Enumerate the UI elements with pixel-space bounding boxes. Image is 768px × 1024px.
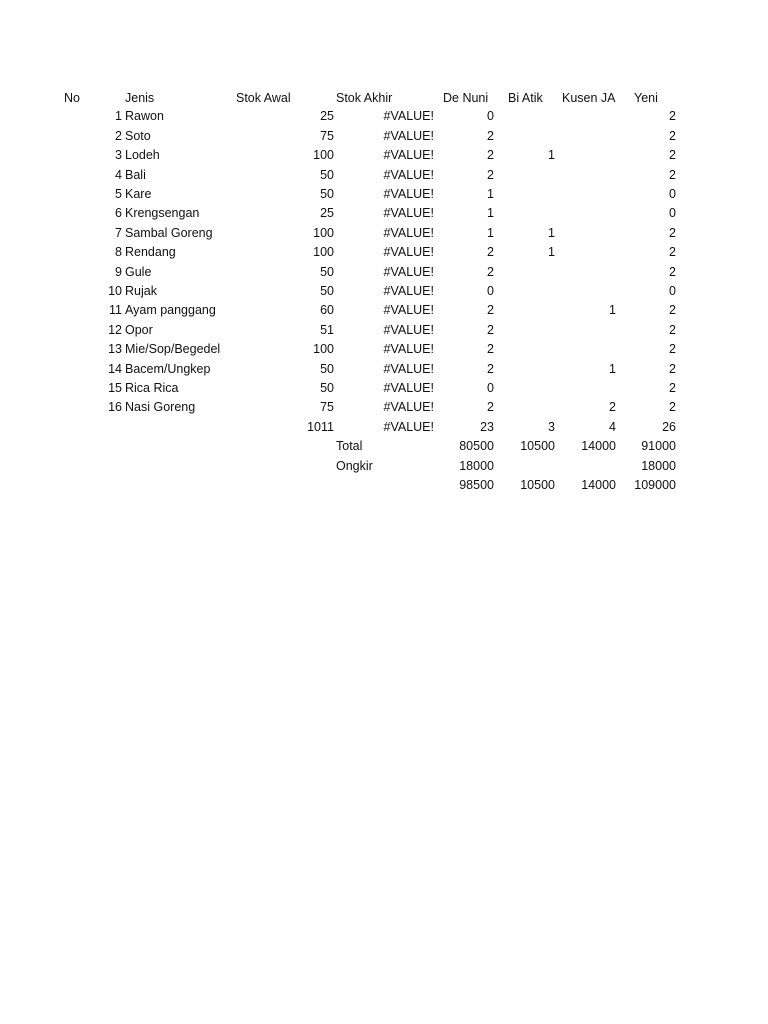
row-kusen-ja bbox=[557, 166, 616, 185]
row-kusen-ja: 2 bbox=[609, 400, 616, 415]
row-yeni: 0 bbox=[669, 206, 676, 221]
row-stok-akhir: #VALUE! bbox=[383, 342, 434, 357]
row-bi-atik bbox=[496, 185, 555, 204]
row-jenis: Rica Rica bbox=[125, 381, 179, 395]
row-de-nuni: 2 bbox=[487, 400, 494, 415]
row-stok-akhir: #VALUE! bbox=[383, 206, 434, 221]
table-row bbox=[0, 340, 768, 359]
row-kusen-ja bbox=[557, 340, 616, 359]
grand-yeni: 109000 bbox=[634, 478, 676, 492]
row-no: 13 bbox=[108, 342, 122, 357]
row-yeni: 2 bbox=[669, 167, 676, 182]
row-stok-awal: 100 bbox=[313, 225, 334, 240]
row-yeni: 0 bbox=[669, 187, 676, 201]
grand-bi-atik: 10500 bbox=[520, 478, 555, 492]
row-jenis: Kare bbox=[125, 187, 152, 201]
table-row bbox=[0, 243, 768, 262]
row-bi-atik: 1 bbox=[548, 225, 555, 240]
row-stok-akhir: #VALUE! bbox=[383, 284, 434, 298]
header-stok-akhir: Stok Akhir bbox=[336, 91, 393, 105]
sum-stok-akhir: #VALUE! bbox=[383, 419, 434, 434]
header-de-nuni: De Nuni bbox=[443, 91, 489, 105]
row-kusen-ja: 1 bbox=[609, 303, 616, 318]
row-kusen-ja bbox=[557, 127, 616, 146]
row-stok-awal: 75 bbox=[320, 128, 334, 143]
row-bi-atik bbox=[496, 340, 555, 359]
row-kusen-ja bbox=[557, 379, 616, 398]
row-bi-atik bbox=[496, 398, 555, 417]
row-stok-akhir: #VALUE! bbox=[383, 303, 434, 318]
sum-row bbox=[0, 418, 768, 437]
ongkir-row bbox=[0, 457, 768, 476]
ongkir-bi-atik bbox=[496, 457, 555, 476]
row-stok-akhir: #VALUE! bbox=[383, 109, 434, 124]
row-bi-atik bbox=[496, 127, 555, 146]
row-yeni: 2 bbox=[669, 245, 676, 260]
row-no: 8 bbox=[115, 245, 122, 260]
row-kusen-ja bbox=[557, 282, 616, 301]
row-no: 12 bbox=[108, 322, 122, 337]
row-yeni: 2 bbox=[669, 322, 676, 337]
header-stok-awal: Stok Awal bbox=[236, 91, 291, 105]
table-row bbox=[0, 360, 768, 379]
sum-yeni: 26 bbox=[662, 419, 676, 434]
table-row bbox=[0, 127, 768, 146]
table-row bbox=[0, 379, 768, 398]
row-stok-akhir: #VALUE! bbox=[383, 361, 434, 376]
row-de-nuni: 1 bbox=[487, 225, 494, 240]
ongkir-yeni: 18000 bbox=[641, 458, 676, 473]
row-bi-atik bbox=[496, 263, 555, 282]
row-stok-akhir: #VALUE! bbox=[383, 128, 434, 143]
row-kusen-ja bbox=[557, 185, 616, 204]
table-row bbox=[0, 224, 768, 243]
row-kusen-ja bbox=[557, 107, 616, 126]
row-stok-awal: 100 bbox=[313, 342, 334, 357]
header-no: No bbox=[64, 91, 80, 105]
row-no: 6 bbox=[115, 206, 122, 221]
header-kusen-ja: Kusen JA bbox=[562, 91, 616, 105]
row-de-nuni: 2 bbox=[487, 361, 494, 376]
row-no: 5 bbox=[115, 187, 122, 201]
row-kusen-ja bbox=[557, 204, 616, 223]
row-stok-awal: 50 bbox=[320, 167, 334, 182]
row-yeni: 2 bbox=[669, 148, 676, 163]
row-stok-awal: 50 bbox=[320, 361, 334, 376]
row-de-nuni: 2 bbox=[487, 342, 494, 357]
row-no: 11 bbox=[109, 303, 122, 318]
row-jenis: Mie/Sop/Begedel bbox=[125, 342, 221, 357]
table-row bbox=[0, 301, 768, 320]
row-yeni: 2 bbox=[669, 264, 676, 279]
row-bi-atik bbox=[496, 204, 555, 223]
row-kusen-ja bbox=[557, 146, 616, 165]
grand-kusen-ja: 14000 bbox=[581, 478, 616, 492]
row-jenis: Bali bbox=[125, 167, 146, 182]
sum-de-nuni: 23 bbox=[480, 419, 494, 434]
total-yeni: 91000 bbox=[641, 439, 676, 454]
row-kusen-ja: 1 bbox=[609, 361, 616, 376]
ongkir-de-nuni: 18000 bbox=[459, 458, 494, 473]
row-yeni: 2 bbox=[669, 128, 676, 143]
row-stok-akhir: #VALUE! bbox=[383, 148, 434, 163]
sum-stok-awal: 1011 bbox=[307, 419, 334, 434]
row-no: 1 bbox=[115, 109, 122, 124]
row-no: 2 bbox=[115, 128, 122, 143]
row-bi-atik bbox=[496, 379, 555, 398]
row-stok-akhir: #VALUE! bbox=[383, 400, 434, 415]
table-row bbox=[0, 321, 768, 340]
header-row bbox=[0, 89, 768, 108]
row-jenis: Nasi Goreng bbox=[125, 400, 196, 415]
header-bi-atik: Bi Atik bbox=[508, 91, 543, 105]
row-bi-atik bbox=[496, 282, 555, 301]
ongkir-label: Ongkir bbox=[336, 458, 373, 473]
row-bi-atik: 1 bbox=[548, 148, 555, 163]
table-row bbox=[0, 166, 768, 185]
row-kusen-ja bbox=[557, 263, 616, 282]
row-kusen-ja bbox=[557, 224, 616, 243]
row-bi-atik bbox=[496, 107, 555, 126]
row-kusen-ja bbox=[557, 243, 616, 262]
row-stok-awal: 100 bbox=[313, 245, 334, 260]
row-jenis: Ayam panggang bbox=[125, 303, 216, 318]
row-stok-akhir: #VALUE! bbox=[383, 187, 434, 201]
row-jenis: Rujak bbox=[125, 284, 157, 298]
row-de-nuni: 2 bbox=[487, 128, 494, 143]
row-yeni: 2 bbox=[669, 225, 676, 240]
row-jenis: Krengsengan bbox=[125, 206, 200, 221]
row-jenis: Opor bbox=[125, 322, 153, 337]
row-yeni: 2 bbox=[669, 400, 676, 415]
ongkir-kusen-ja bbox=[557, 457, 616, 476]
row-stok-awal: 50 bbox=[320, 381, 334, 395]
row-de-nuni: 2 bbox=[487, 303, 494, 318]
total-bi-atik: 10500 bbox=[520, 439, 555, 454]
row-stok-awal: 100 bbox=[313, 148, 334, 163]
row-stok-awal: 51 bbox=[320, 322, 334, 337]
row-de-nuni: 1 bbox=[487, 206, 494, 221]
row-stok-awal: 25 bbox=[320, 109, 334, 124]
row-bi-atik bbox=[496, 166, 555, 185]
grand-total-row bbox=[0, 476, 768, 495]
row-no: 3 bbox=[115, 148, 122, 163]
row-jenis: Sambal Goreng bbox=[125, 225, 213, 240]
sum-bi-atik: 3 bbox=[548, 419, 555, 434]
row-stok-awal: 60 bbox=[320, 303, 334, 318]
grand-de-nuni: 98500 bbox=[459, 478, 494, 492]
row-no: 10 bbox=[108, 284, 122, 298]
total-de-nuni: 80500 bbox=[459, 439, 494, 454]
row-stok-akhir: #VALUE! bbox=[383, 167, 434, 182]
table-row bbox=[0, 107, 768, 126]
row-yeni: 2 bbox=[669, 303, 676, 318]
table-row bbox=[0, 282, 768, 301]
row-de-nuni: 2 bbox=[487, 148, 494, 163]
row-no: 16 bbox=[108, 400, 122, 415]
table-row bbox=[0, 263, 768, 282]
row-yeni: 2 bbox=[669, 361, 676, 376]
row-bi-atik: 1 bbox=[548, 245, 555, 260]
row-bi-atik bbox=[496, 360, 555, 379]
sum-kusen-ja: 4 bbox=[609, 419, 616, 434]
row-jenis: Bacem/Ungkep bbox=[125, 361, 211, 376]
row-de-nuni: 1 bbox=[487, 187, 494, 201]
row-stok-akhir: #VALUE! bbox=[383, 381, 434, 395]
row-de-nuni: 0 bbox=[487, 381, 494, 395]
header-jenis: Jenis bbox=[125, 91, 155, 105]
row-no: 14 bbox=[108, 361, 122, 376]
row-de-nuni: 2 bbox=[487, 167, 494, 182]
total-kusen-ja: 14000 bbox=[581, 439, 616, 454]
row-jenis: Gule bbox=[125, 264, 152, 279]
row-stok-awal: 50 bbox=[320, 264, 334, 279]
table-row bbox=[0, 398, 768, 417]
table-row bbox=[0, 146, 768, 165]
row-jenis: Rendang bbox=[125, 245, 176, 260]
row-de-nuni: 2 bbox=[487, 245, 494, 260]
row-de-nuni: 0 bbox=[487, 109, 494, 124]
row-de-nuni: 0 bbox=[487, 284, 494, 298]
row-stok-awal: 25 bbox=[320, 206, 334, 221]
row-stok-awal: 50 bbox=[320, 284, 334, 298]
table-row bbox=[0, 185, 768, 204]
table-row bbox=[0, 204, 768, 223]
total-label: Total bbox=[336, 439, 363, 454]
row-jenis: Rawon bbox=[125, 109, 164, 124]
row-stok-akhir: #VALUE! bbox=[383, 225, 434, 240]
row-yeni: 2 bbox=[669, 109, 676, 124]
row-bi-atik bbox=[496, 321, 555, 340]
row-no: 4 bbox=[115, 167, 122, 182]
row-de-nuni: 2 bbox=[487, 322, 494, 337]
row-stok-akhir: #VALUE! bbox=[383, 322, 434, 337]
row-bi-atik bbox=[496, 301, 555, 320]
row-stok-akhir: #VALUE! bbox=[383, 245, 434, 260]
row-jenis: Lodeh bbox=[125, 148, 160, 163]
row-no: 9 bbox=[115, 264, 122, 279]
row-stok-awal: 50 bbox=[320, 187, 334, 201]
row-no: 7 bbox=[115, 225, 122, 240]
row-jenis: Soto bbox=[125, 128, 151, 143]
row-yeni: 0 bbox=[669, 284, 676, 298]
row-no: 15 bbox=[108, 381, 122, 395]
header-yeni: Yeni bbox=[634, 91, 658, 105]
row-stok-akhir: #VALUE! bbox=[383, 264, 434, 279]
row-kusen-ja bbox=[557, 321, 616, 340]
row-stok-awal: 75 bbox=[320, 400, 334, 415]
total-row bbox=[0, 437, 768, 456]
row-yeni: 2 bbox=[669, 381, 676, 395]
row-yeni: 2 bbox=[669, 342, 676, 357]
row-de-nuni: 2 bbox=[487, 264, 494, 279]
